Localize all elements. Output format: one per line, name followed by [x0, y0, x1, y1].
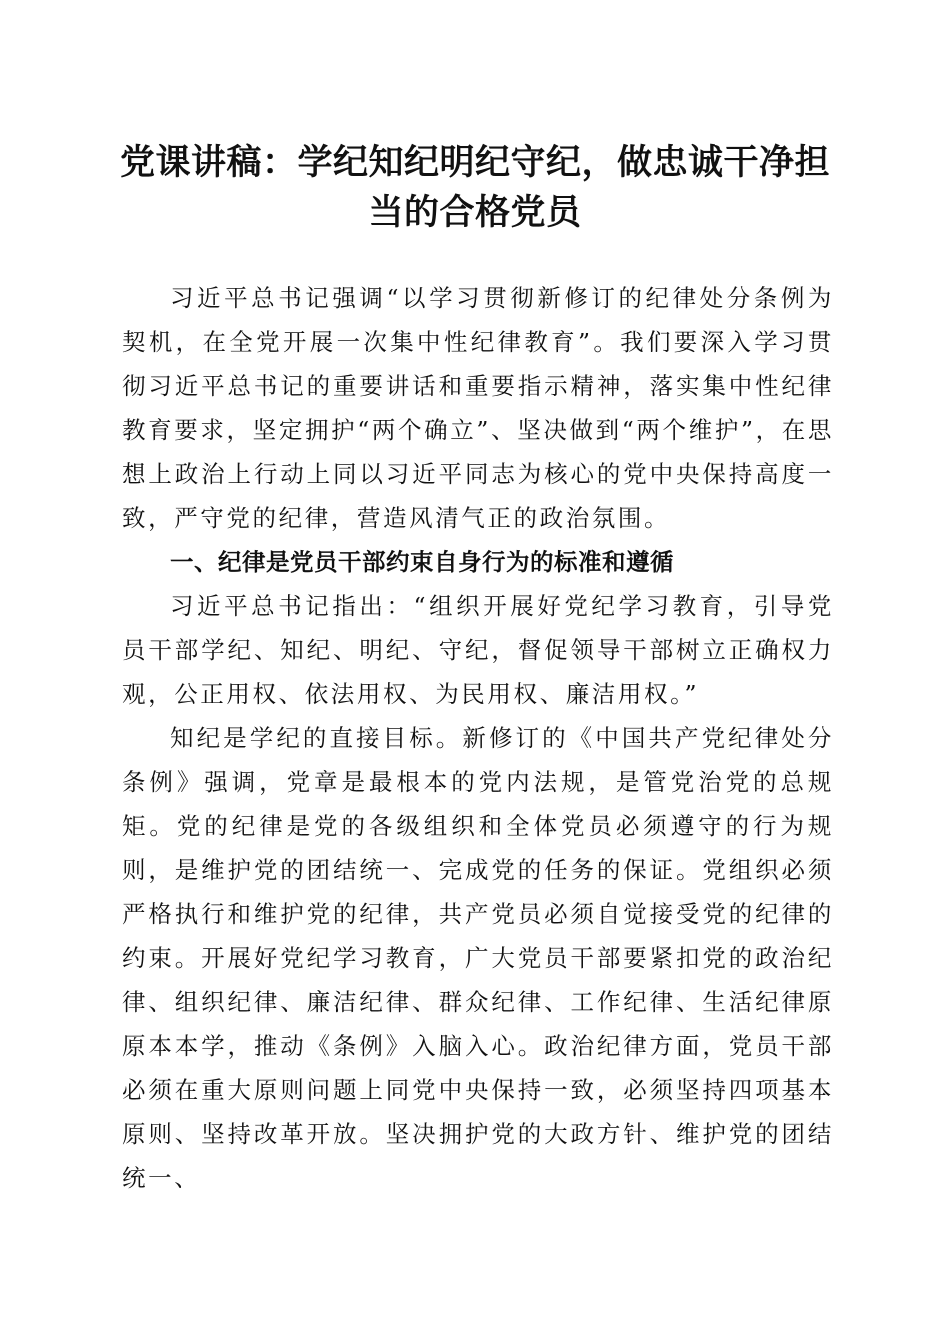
- title-line-1: 党课讲稿：学纪知纪明纪守纪，做忠诚干净担: [119, 142, 830, 183]
- title-line-2: 当的合格党员: [368, 192, 582, 233]
- paragraph-intro: 习近平总书记强调“以学习贯彻新修订的纪律处分条例为契机，在全党开展一次集中性纪律教育”。我们要深入学习贯彻习近平总书记的重要讲话和重要指示精神，落实集中性纪律教育要求，坚定拥护“两个确立”、坚决做到“两个维护”，在思想上政治上行动上同以习近平同志为核心的党中央保持高度一致，严守党的纪律，营造风清气正的政治氛围。: [122, 284, 834, 532]
- paragraph-quote: 习近平总书记指出：“组织开展好党纪学习教育，引导党员干部学纪、知纪、明纪、守纪，督促领导干部树立正确权力观，公正用权、依法用权、为民用权、廉洁用权。”: [122, 592, 834, 708]
- document-title: [100, 138, 850, 238]
- paragraph-knowing-discipline: 知纪是学纪的直接目标。新修订的《中国共产党纪律处分条例》强调，党章是最根本的党内法规，是管党治党的总规矩。党的纪律是党的各级组织和全体党员必须遵守的行为规则，是维护党的团结统一、完成党的任务的保证。党组织必须严格执行和维护党的纪律，共产党员必须自觉接受党的纪律的约束。开展好党纪学习教育，广大党员干部要紧扣党的政治纪律、组织纪律、廉洁纪律、群众纪律、工作纪律、生活纪律原原本本学，推动《条例》入脑入心。政治纪律方面，党员干部必须在重大原则问题上同党中央保持一致，必须坚持四项基本原则、坚持改革开放。坚决拥护党的大政方针、维护党的团结统一、: [122, 724, 834, 1192]
- section-heading-1: 一、纪律是党员干部约束自身行为的标准和遵循: [170, 548, 674, 576]
- document-body: [122, 276, 834, 1200]
